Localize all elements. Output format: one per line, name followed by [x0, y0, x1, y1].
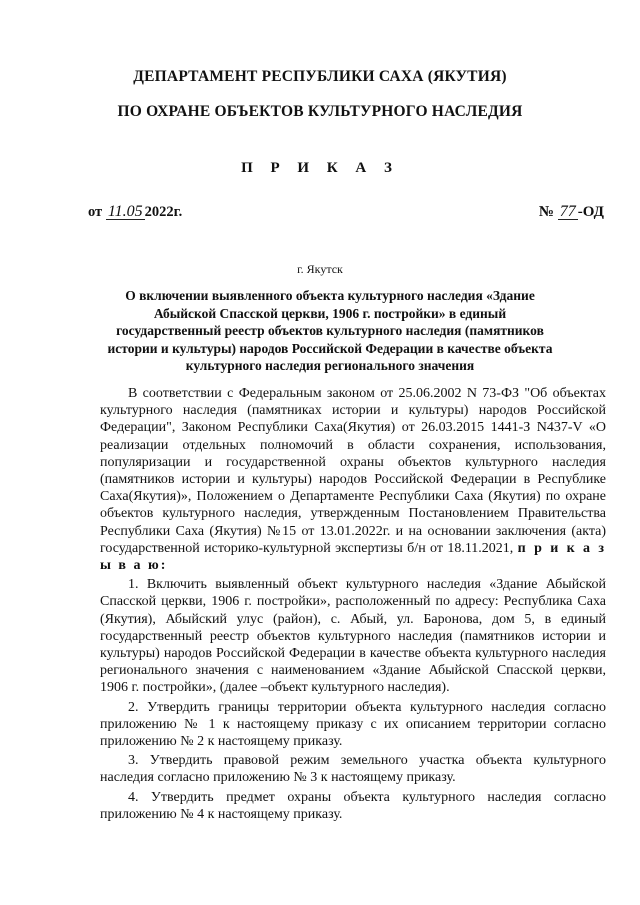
city-line: г. Якутск	[297, 262, 343, 276]
order-number	[539, 204, 604, 221]
number-suffix: -ОД	[577, 204, 604, 220]
document-title: П Р И К А З	[241, 160, 399, 176]
preamble-text: В соответствии с Федеральным законом от 25.06.2002 N 73-ФЗ "Об объектах культурного наследия (памятниках истории и культуры) народов Российской Федерации", Законом Республики Саха(Якутия) от 26.03.2015 1441-З N437-V «О реализации отдельных полномочий в области сохранения, использования, популяризации и государственной охраны объектов культурного наследия (памятников истории и культуры) народов Российской Федерации в Республике Саха(Якутия)», Положением о Департаменте Республики Саха (Якутия) по охране объектов культурного наследия, утвержденным Постановлением Правительства Республики Саха (Якутия) №15 от 13.01.2022г. и на основании заключения (акта) государственной историко-культурной экспертизы б/н от 18.11.2021,	[100, 386, 606, 556]
order-item-4: 4. Утвердить предмет охраны объекта культурного наследия согласно приложению № 4 к настоящему приказу.	[100, 789, 606, 822]
order-item-1: 1. Включить выявленный объект культурного наследия «Здание Абыйской Спасской церкви, 1906 г. постройки», расположенный по адресу: Республика Саха (Якутия), Абыйский улус (район), с. Абый, ул. Баронова, дом 5, в единый государственный реестр объектов культурного наследия (памятников истории и культуры) народов Российской Федерации в качестве объекта культурного наследия регионального значения с наименованием «Здание Абыйской Спасской церкви, 1906 г. постройки», (далее –объект культурного наследия).	[100, 577, 606, 696]
date-prefix: от	[88, 204, 103, 220]
department-subtitle: ПО ОХРАНЕ ОБЪЕКТОВ КУЛЬТУРНОГО НАСЛЕДИЯ	[117, 103, 523, 120]
order-item-2: 2. Утвердить границы территории объекта культурного наследия согласно приложению № 1 к настоящему приказу с их описанием территории согласно приложению № 2 к настоящему приказу.	[100, 699, 606, 750]
date-handwritten: 11.05	[107, 203, 143, 220]
preamble-order-word: п р и к а з ы в а ю:	[100, 540, 606, 574]
date-suffix: 2022г.	[144, 204, 183, 220]
number-prefix: №	[538, 204, 554, 220]
order-date	[88, 204, 182, 221]
preamble-paragraph	[100, 385, 606, 574]
number-handwritten: 77	[559, 203, 576, 220]
order-body	[100, 385, 606, 823]
order-item-3: 3. Утвердить правовой режим земельного участка объекта культурного наследия согласно приложению № 3 к настоящему приказу.	[100, 753, 606, 786]
order-subject: О включении выявленного объекта культурного наследия «Здание Абыйской Спасской церкви, 1906 г. постройки» в единый государственный реестр объектов культурного наследия (памятников истории и культуры) народов Российской Федерации в качестве объекта культурного наследия регионального значения	[107, 288, 553, 373]
department-name: ДЕПАРТАМЕНТ РЕСПУБЛИКИ САХА (ЯКУТИЯ)	[133, 68, 507, 85]
